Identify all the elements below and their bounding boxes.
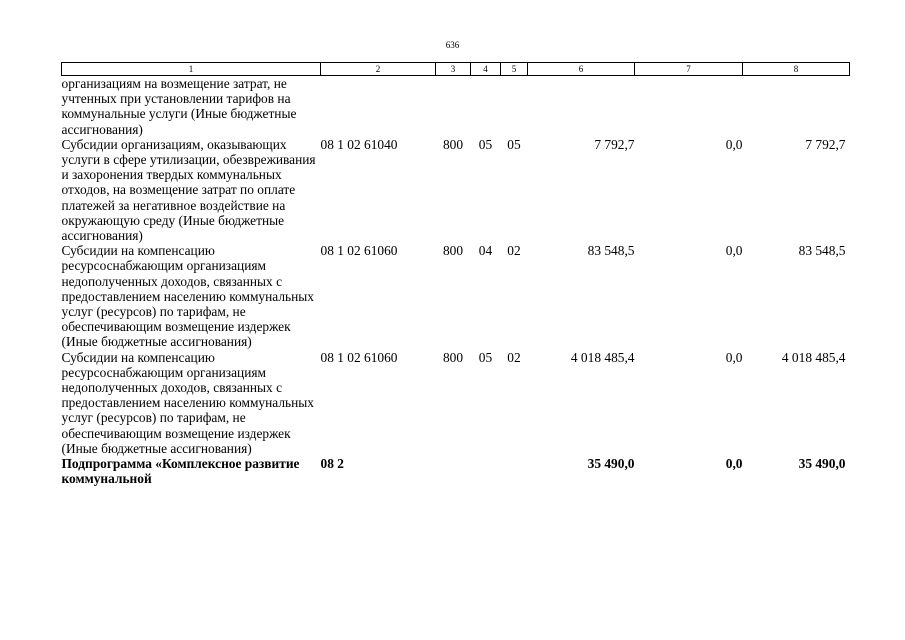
row-name: Подпрограмма «Комплексное развитие коммунальной	[61, 456, 300, 487]
row-sum-regional: 83 548,5	[798, 243, 846, 259]
row-sum-federal	[635, 76, 743, 137]
row-sum-total: 4 018 485,4	[570, 349, 635, 365]
row-subsection	[501, 456, 528, 486]
row-expense-type: 800	[442, 136, 464, 152]
row-name: Субсидии организациям, оказывающих услуги в сфере утилизации, обезвреживания и захоронения твердых коммунальных отходов, на возмещение затрат по оплате платежей за негативное воздействие на окружающую среду (Иные бюджетные ассигнования)	[61, 136, 316, 244]
row-sum-regional: 7 792,7	[805, 136, 846, 152]
row-subsection	[501, 76, 528, 137]
row-target-code: 08 2	[320, 456, 344, 472]
row-target-code: 08 1 02 61060	[320, 243, 398, 259]
column-header-4: 4	[471, 63, 501, 76]
budget-table	[61, 62, 850, 486]
row-sum-total: 35 490,0	[587, 456, 635, 472]
row-expense-type	[436, 456, 471, 486]
column-header-8: 8	[743, 63, 850, 76]
row-subsection: 02	[507, 243, 521, 259]
page-number: 636	[445, 40, 460, 50]
column-header-2: 2	[321, 63, 436, 76]
table-row	[62, 137, 850, 243]
row-section: 05	[478, 136, 493, 152]
row-sum-federal: 0,0	[725, 136, 743, 152]
row-sum-total: 7 792,7	[594, 136, 635, 152]
table-row	[62, 350, 850, 456]
column-header-7: 7	[635, 63, 743, 76]
row-name: организациям на возмещение затрат, не учтенных при установлении тарифов на коммунальные услуги (Иные бюджетные ассигнования)	[61, 76, 297, 137]
row-subsection: 05	[507, 136, 521, 152]
row-sum-regional: 4 018 485,4	[781, 349, 846, 365]
table-row	[62, 76, 850, 137]
row-expense-type: 800	[442, 243, 464, 259]
column-header-5: 5	[501, 63, 528, 76]
column-number-header-row	[62, 63, 850, 76]
row-sum-federal: 0,0	[725, 349, 743, 365]
column-header-6: 6	[528, 63, 635, 76]
row-section: 04	[478, 243, 493, 259]
row-expense-type	[436, 76, 471, 137]
table-row-subprogram	[62, 456, 850, 486]
row-section: 05	[478, 349, 493, 365]
row-sum-regional	[743, 76, 850, 137]
row-sum-federal: 0,0	[725, 456, 743, 472]
column-header-1: 1	[62, 63, 321, 76]
row-name: Субсидии на компенсацию ресурсоснабжающим организациям недополученных доходов, связанных с предоставлением населению коммунальных услуг (ресурсов) по тарифам, не обеспечивающим возмещение издержек (Иные бюджетные ассигнования)	[61, 349, 314, 456]
row-sum-federal: 0,0	[725, 243, 743, 259]
row-section	[471, 456, 501, 486]
row-target-code: 08 1 02 61060	[320, 349, 398, 365]
row-sum-total	[528, 76, 635, 137]
row-target-code: 08 1 02 61040	[320, 136, 398, 152]
row-sum-total: 83 548,5	[587, 243, 635, 259]
row-section	[471, 76, 501, 137]
row-name: Субсидии на компенсацию ресурсоснабжающим организациям недополученных доходов, связанных с предоставлением населению коммунальных услуг (ресурсов) по тарифам, не обеспечивающим возмещение издержек (Иные бюджетные ассигнования)	[61, 243, 314, 350]
row-subsection: 02	[507, 349, 521, 365]
table-row	[62, 243, 850, 349]
column-header-3: 3	[436, 63, 471, 76]
row-target-code	[321, 76, 436, 137]
row-expense-type: 800	[442, 349, 464, 365]
row-sum-regional: 35 490,0	[798, 456, 846, 472]
